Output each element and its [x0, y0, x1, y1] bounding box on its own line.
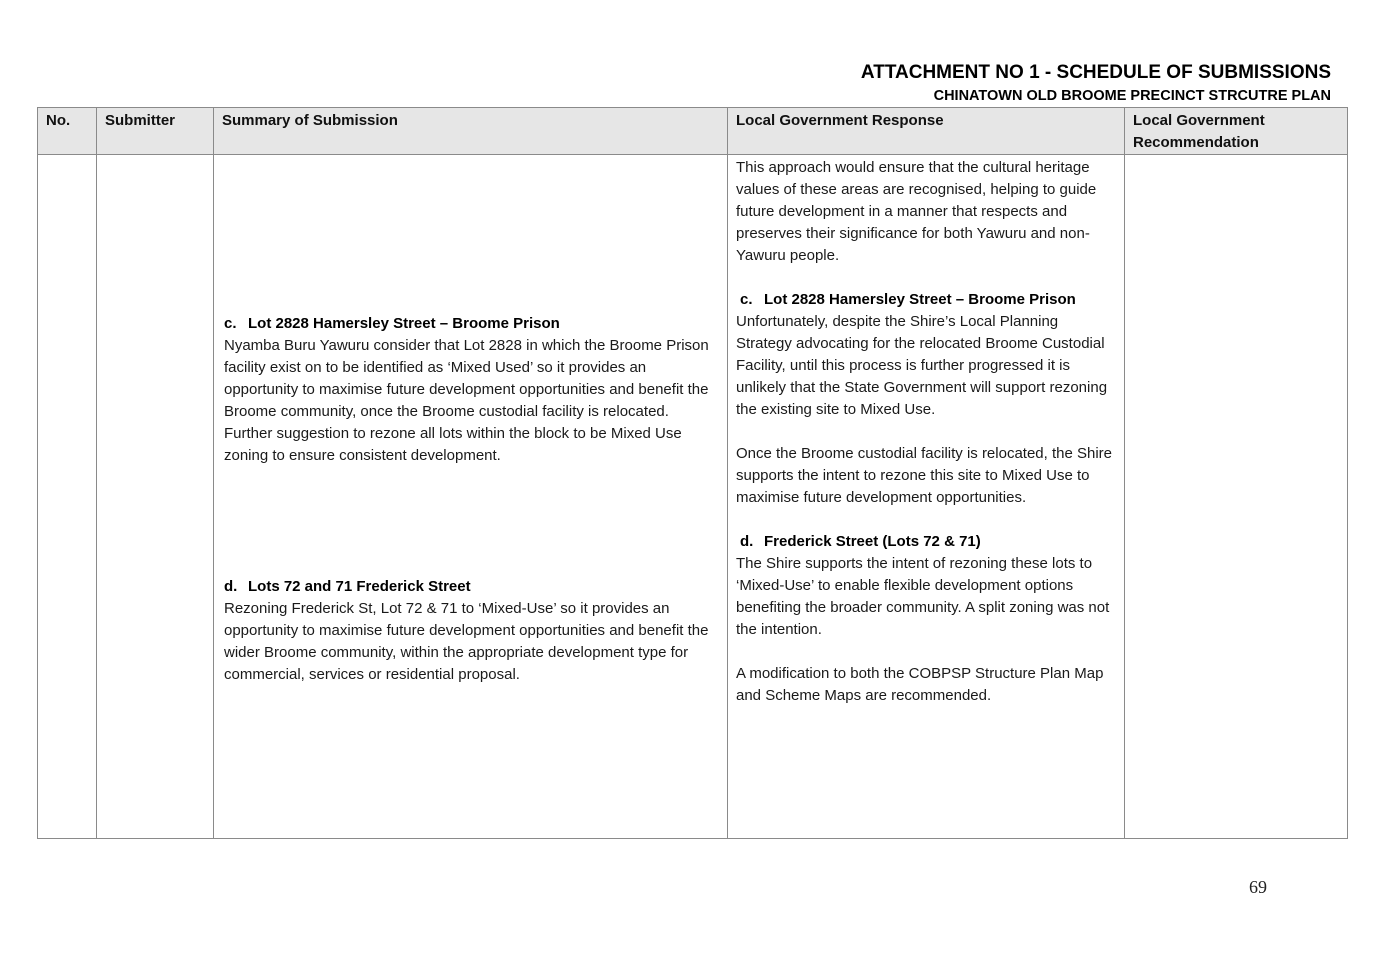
summary-item-c-text: Nyamba Buru Yawuru consider that Lot 2828 in which the Broome Prison facility exist on to be identified as ‘Mixed Used’ so it provides an opportunity to maximise future development opportunities and benefit the Broome community, once the Broome custodial facility is relocated. Further suggestion to rezone all lots within the block to be Mixed Use zoning to ensure consistent development. [224, 337, 709, 464]
response-intro: This approach would ensure that the cultural heritage values of these areas are recognised, helping to guide future development in a manner that respects and preserves their significance for both Yawuru and non-Yawuru people. [736, 159, 1097, 264]
response-item-c-title: Lot 2828 Hamersley Street – Broome Prison [764, 291, 1076, 308]
page-number: 69 [1249, 877, 1267, 897]
cell-number [38, 155, 97, 839]
response-item-d-heading [736, 531, 1116, 553]
response-item-d-para2: A modification to both the COBPSP Structure Plan Map and Scheme Maps are recommended. [736, 665, 1104, 704]
summary-item-c-letter: c. [224, 315, 237, 332]
column-header-recommendation: Local Government Recommendation [1125, 108, 1348, 155]
document-title: ATTACHMENT NO 1 - SCHEDULE OF SUBMISSIONS [860, 62, 1331, 83]
column-header-summary: Summary of Submission [214, 108, 728, 155]
column-header-submitter: Submitter [97, 108, 214, 155]
column-header-no: No. [38, 108, 97, 155]
cell-submitter [97, 155, 214, 839]
response-item-c-heading [736, 289, 1116, 311]
cell-recommendation [1125, 155, 1348, 839]
summary-item-d-title: Lots 72 and 71 Frederick Street [248, 578, 471, 595]
summary-item-d-letter: d. [224, 578, 238, 595]
response-item-c-para2: Once the Broome custodial facility is relocated, the Shire supports the intent to rezone this site to Mixed Use to maximise future development opportunities. [736, 445, 1113, 506]
summary-item-c-title: Lot 2828 Hamersley Street – Broome Prison [248, 315, 560, 332]
summary-item-d-text: Rezoning Frederick St, Lot 72 & 71 to ‘Mixed-Use’ so it provides an opportunity to maximise future development opportunities and benefit the wider Broome community, within the appropriate development type for commercial, services or residential proposal. [224, 600, 709, 683]
summary-item-d-heading [224, 576, 717, 598]
response-item-c-letter: c. [740, 291, 753, 308]
summary-item-c-heading [224, 313, 717, 335]
cell-summary [214, 155, 728, 839]
column-header-response: Local Government Response [728, 108, 1125, 155]
table-header-row [38, 108, 1348, 155]
response-item-c-para1: Unfortunately, despite the Shire’s Local Planning Strategy advocating for the relocated Broome Custodial Facility, until this process is further progressed it is unlikely that the State Government will support rezoning the existing site to Mixed Use. [736, 313, 1108, 418]
submissions-table [37, 107, 1348, 839]
cell-response [728, 155, 1125, 839]
table-row [38, 155, 1348, 839]
response-item-d-title: Frederick Street (Lots 72 & 71) [764, 533, 981, 550]
response-item-d-letter: d. [740, 533, 754, 550]
response-item-d-para1: The Shire supports the intent of rezoning these lots to ‘Mixed-Use’ to enable flexible development options benefiting the broader community. A split zoning was not the intention. [736, 555, 1110, 638]
document-subtitle: CHINATOWN OLD BROOME PRECINCT STRCUTRE PLAN [933, 88, 1331, 104]
